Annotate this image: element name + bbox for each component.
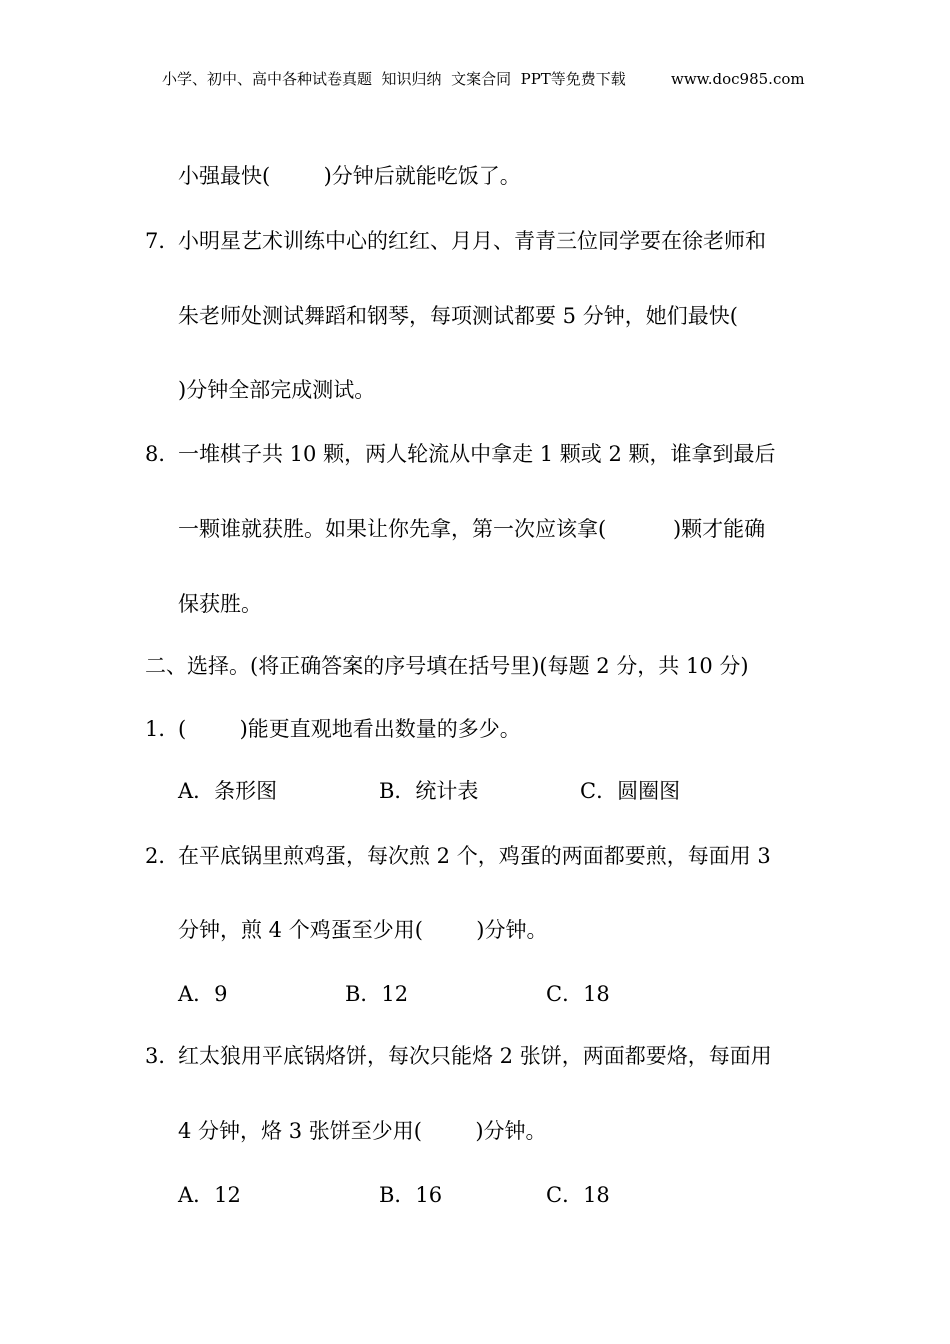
c2-option-b: B．12 xyxy=(345,982,409,1006)
c3-line-2: 4 分钟，烙 3 张饼至少用( )分钟。 xyxy=(178,1119,547,1143)
c2-number: 2． xyxy=(145,844,180,868)
c1-number: 1． xyxy=(145,717,180,741)
section-2-title: 二、选择。(将正确答案的序号填在括号里)(每题 2 分，共 10 分) xyxy=(145,654,749,678)
c1-option-a: A．条形图 xyxy=(178,779,278,803)
c2-option-a: A．9 xyxy=(178,982,228,1006)
c1-option-c: C．圆圈图 xyxy=(580,779,681,803)
header-url: www.doc985.com xyxy=(671,70,805,88)
c2-line-1: 在平底锅里煎鸡蛋，每次煎 2 个，鸡蛋的两面都要煎，每面用 3 xyxy=(178,844,771,868)
q8-line-1: 一堆棋子共 10 颗，两人轮流从中拿走 1 颗或 2 颗，谁拿到最后 xyxy=(178,442,776,466)
c1-option-b: B．统计表 xyxy=(379,779,479,803)
q7-line-3: )分钟全部完成测试。 xyxy=(178,378,376,402)
c3-option-c: C．18 xyxy=(546,1183,610,1207)
header-text: 小学、初中、高中各种试卷真题 知识归纳 文案合同 PPT等免费下载 xyxy=(162,70,626,88)
c3-option-b: B．16 xyxy=(379,1183,443,1207)
c2-line-2: 分钟，煎 4 个鸡蛋至少用( )分钟。 xyxy=(178,918,548,942)
q6-text: 小强最快( )分钟后就能吃饭了。 xyxy=(178,164,521,188)
q8-line-2: 一颗谁就获胜。如果让你先拿，第一次应该拿( )颗才能确 xyxy=(178,517,766,541)
c3-option-a: A．12 xyxy=(178,1183,241,1207)
q8-line-3: 保获胜。 xyxy=(178,592,262,616)
q8-number: 8． xyxy=(145,442,180,466)
q7-line-1: 小明星艺术训练中心的红红、月月、青青三位同学要在徐老师和 xyxy=(178,229,766,253)
q7-number: 7． xyxy=(145,229,180,253)
c3-line-1: 红太狼用平底锅烙饼，每次只能烙 2 张饼，两面都要烙，每面用 xyxy=(178,1044,772,1068)
c1-text: ( )能更直观地看出数量的多少。 xyxy=(178,717,521,741)
c2-option-c: C．18 xyxy=(546,982,610,1006)
q7-line-2: 朱老师处测试舞蹈和钢琴，每项测试都要 5 分钟，她们最快( xyxy=(178,304,738,328)
c3-number: 3． xyxy=(145,1044,180,1068)
